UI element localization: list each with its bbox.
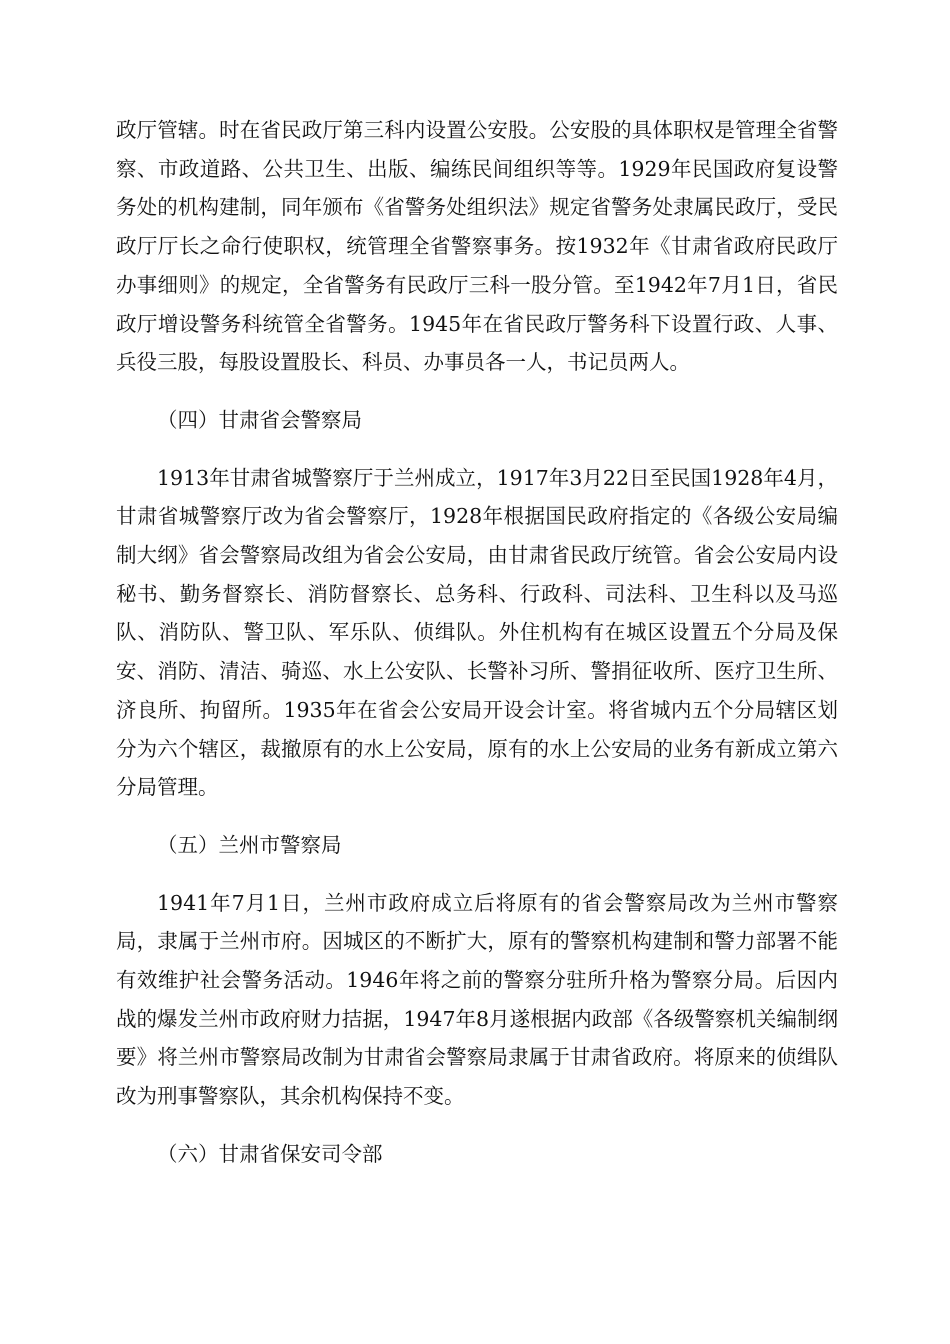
- paragraph-gap: [116, 1116, 838, 1135]
- paragraph-lanzhou-police-bureau: 1941年7月1日，兰州市政府成立后将原有的省会警察局改为兰州市警察局，隶属于兰州市府。因城区的不断扩大，原有的警察机构建制和警力部署不能有效维护社会警务活动。1946年将之前的警察分驻所升格为警察分局。后因内战的爆发兰州市政府财力拮据，1947年8月遂根据内政部《各级警察机关编制纲要》将兰州市警察局改制为甘肃省会警察局隶属于甘肃省政府。将原来的侦缉队改为刑事警察队，其余机构保持不变。: [116, 890, 838, 1109]
- section-heading-6: （六）甘肃省保安司令部: [157, 1141, 383, 1166]
- paragraph-gap: [116, 865, 838, 884]
- paragraph-provincial-affairs: 政厅管辖。时在省民政厅第三科内设置公安股。公安股的具体职权是管理全省警察、市政道路、公共卫生、出版、编练民间组织等等。1929年民国政府复设警务处的机构建制，同年颁布《省警务处组织法》规定省警务处隶属民政厅，受民政厅厅长之命行使职权，统管理全省警察事务。按1932年《甘肃省政府民政厅办事细则》的规定，全省警务有民政厅三科一股分管。至1942年7月1日，省民政厅增设警务科统管全省警务。1945年在省民政厅警务科下设置行政、人事、兵役三股，每股设置股长、科员、办事员各一人，书记员两人。: [116, 118, 838, 375]
- document-page: [116, 111, 838, 1174]
- paragraph-gap: [116, 440, 838, 459]
- paragraph-provincial-police-bureau: 1913年甘肃省城警察厅于兰州成立，1917年3月22日至民国1928年4月，甘肃省城警察厅改为省会警察厅，1928年根据国民政府指定的《各级公安局编制大纲》省会警察局改组为省会公安局，由甘肃省民政厅统管。省会公安局内设秘书、勤务督察长、消防督察长、总务科、行政科、司法科、卫生科以及马巡队、消防队、警卫队、军乐队、侦缉队。外住机构有在城区设置五个分局及保安、消防、清洁、骑巡、水上公安队、长警补习所、警捐征收所、医疗卫生所、济良所、拘留所。1935年在省会公安局开设会计室。将省城内五个分局辖区划分为六个辖区，裁撤原有的水上公安局，原有的水上公安局的业务有新成立第六分局管理。: [116, 465, 838, 800]
- section-heading-4: （四）甘肃省会警察局: [157, 407, 362, 432]
- paragraph-gap: [116, 807, 838, 826]
- paragraph-gap: [116, 382, 838, 401]
- section-heading-5: （五）兰州市警察局: [157, 832, 342, 857]
